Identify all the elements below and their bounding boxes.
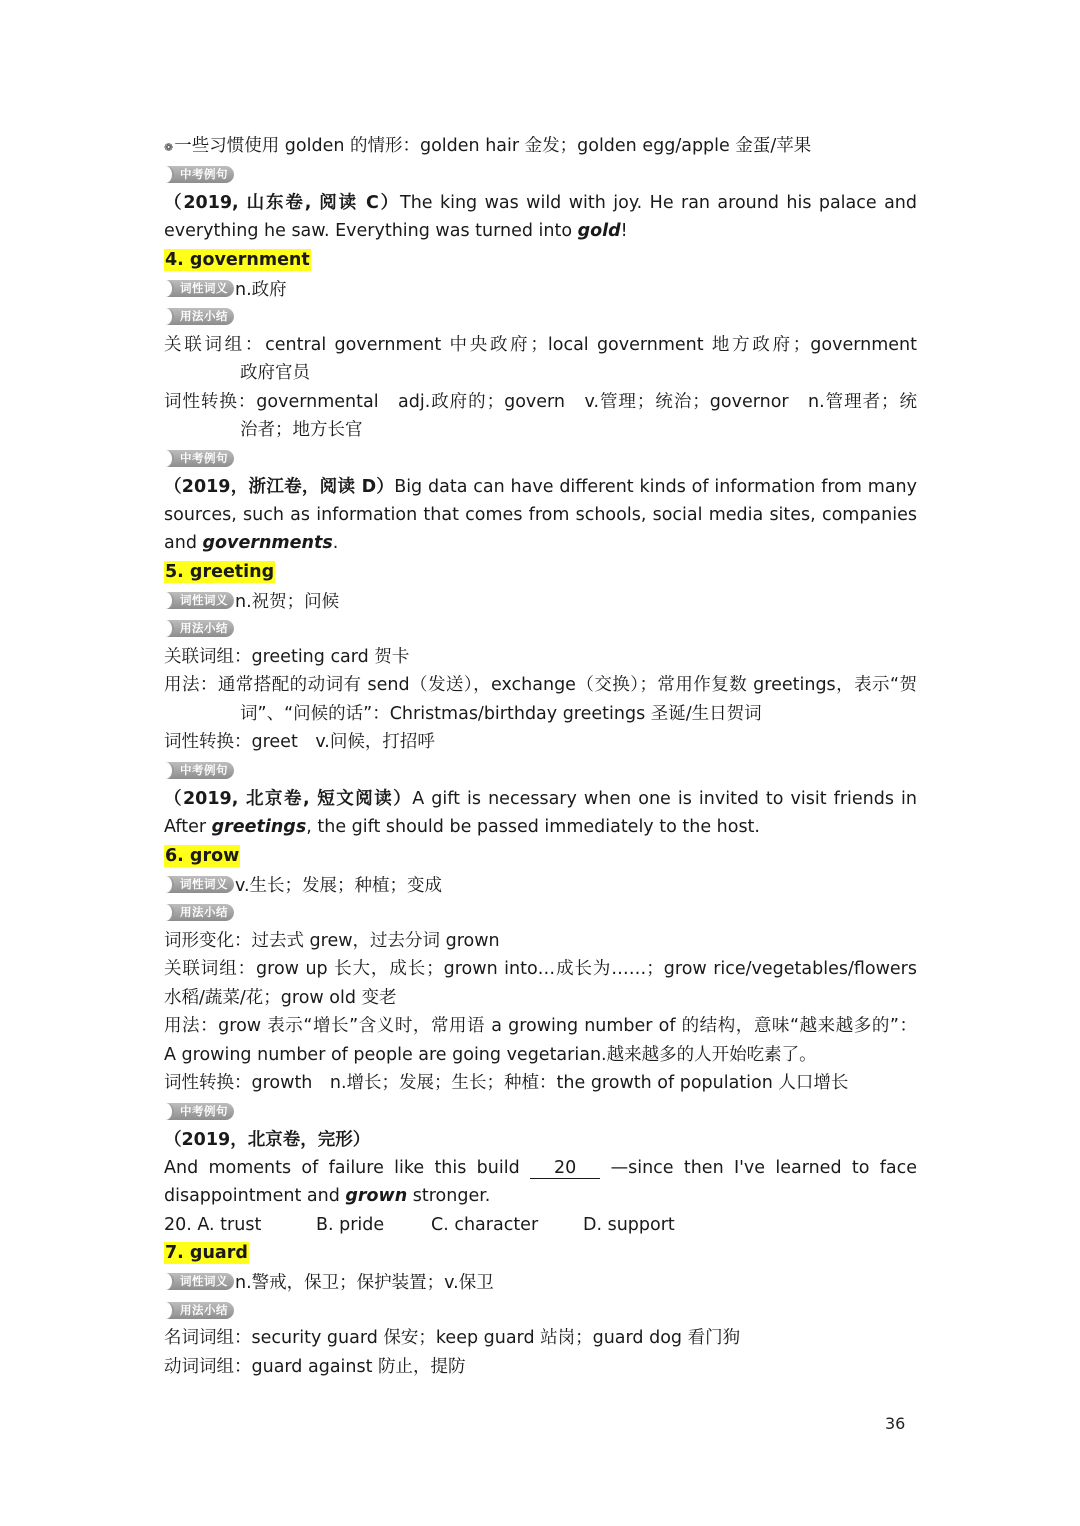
usage-line: 用法：通常搭配的动词有 send（发送），exchange（交换）；常用作复数 greetings，表示“贺 <box>164 675 917 696</box>
example-sentence-cont: After greetings, the gift should be passed immediately to the host. <box>164 817 760 838</box>
meaning-row: 词性词义 n.警戒，保卫；保护装置；v.保卫 <box>164 1268 917 1296</box>
usage-line-cont: A growing number of people are going vegetarian.越来越多的人开始吃素了。 <box>164 1044 817 1065</box>
page-number: 36 <box>885 1414 906 1433</box>
conversion-line: 词性转换：greet v.问候，打招呼 <box>164 732 435 753</box>
usage-line: 用法：grow 表示“增长”含义时，常用语 a growing number of 的结构，意味“越来越多的”： <box>164 1016 917 1037</box>
example-sentence: （2019，浙江卷，阅读 D）Big data can have different kinds of information from many <box>164 476 917 497</box>
meaning-tag: 词性词义 <box>164 876 234 893</box>
meaning-row: 词性词义 n.祝贺；问候 <box>164 586 917 614</box>
noun-phrase-line: 名词词组：security guard 保安；keep guard 站岗；guard dog 看门狗 <box>164 1328 741 1349</box>
verb-phrase-line: 动词词组：guard against 防止，提防 <box>164 1356 466 1377</box>
usage-tag: 用法小结 <box>164 1296 917 1324</box>
exam-example-tag: 中考例句 <box>164 1097 917 1125</box>
option-b: B. pride <box>316 1214 385 1235</box>
example-sentence: （2019, 北京卷, 短文阅读）A gift is necessary when one is invited to visit friends in <box>164 788 917 809</box>
conversion-line-cont: 治者；地方长官 <box>240 419 363 440</box>
example-sentence-cont: sources, such as information that comes from schools, social media sites, companies <box>164 505 917 526</box>
option-c: C. character <box>431 1214 539 1235</box>
phrase-line: 关联词组：grow up 长大，成长；grown into…成长为……；grow rice/vegetables/flowers <box>164 959 917 980</box>
entry-heading-grow: 6. grow <box>165 845 240 866</box>
exam-example-tag: 中考例句 <box>164 444 917 472</box>
conversion-line: 词性转换：governmental adj.政府的；govern v.管理；统治；governor n.管理者；统 <box>164 391 917 412</box>
entry-heading-greeting: 5. greeting <box>165 561 275 582</box>
form-line: 词形变化：过去式 grew，过去分词 grown <box>164 930 500 951</box>
phrase-line-cont: 政府官员 <box>240 363 310 384</box>
example-sentence-cont: everything he saw. Everything was turned into gold! <box>164 221 628 242</box>
meaning-row: 词性词义 n.政府 <box>164 274 917 302</box>
exam-example-tag: 中考例句 <box>164 160 917 188</box>
usage-tag: 用法小结 <box>164 615 917 643</box>
cloze-sentence-cont: disappointment and grown stronger. <box>164 1186 491 1207</box>
example-source: （2019，北京卷，完形） <box>164 1129 371 1150</box>
document-body <box>164 132 917 1381</box>
option-d: D. support <box>583 1214 675 1235</box>
option-a: 20. A. trust <box>164 1214 262 1235</box>
meaning-tag: 词性词义 <box>164 1273 234 1290</box>
cloze-blank: 20 <box>530 1158 600 1179</box>
cloze-sentence: And moments of failure like this build 20 —since then I've learned to face <box>164 1158 917 1179</box>
exam-example-tag: 中考例句 <box>164 757 917 785</box>
usage-tag: 用法小结 <box>164 899 917 927</box>
entry-heading-government: 4. government <box>165 249 310 270</box>
golden-usage-line: ❁一些习惯使用 golden 的情形：golden hair 金发；golden egg/apple 金蛋/苹果 <box>164 136 812 156</box>
phrase-line-cont: 水稻/蔬菜/花；grow old 变老 <box>164 987 397 1008</box>
meaning-tag: 词性词义 <box>164 592 234 609</box>
meaning-row: 词性词义 v.生长；发展；种植；变成 <box>164 870 917 898</box>
cloze-options <box>164 1211 917 1239</box>
phrase-line: 关联词组：greeting card 贺卡 <box>164 647 410 668</box>
phrase-line: 关联词组：central government 中央政府；local government 地方政府；government <box>164 334 917 355</box>
usage-tag: 用法小结 <box>164 302 917 330</box>
example-sentence-end: and governments. <box>164 533 339 554</box>
conversion-line: 词性转换：growth n.增长；发展；生长；种植：the growth of population 人口增长 <box>164 1072 849 1093</box>
example-sentence: （2019, 山东卷, 阅读 C）The king was wild with joy. He ran around his palace and <box>164 192 917 213</box>
meaning-tag: 词性词义 <box>164 280 234 297</box>
entry-heading-guard: 7. guard <box>165 1243 248 1264</box>
bullet-icon: ❁ <box>164 141 174 154</box>
usage-line-cont: 词”、“问候的话”：Christmas/birthday greetings 圣诞/生日贺词 <box>240 703 762 724</box>
